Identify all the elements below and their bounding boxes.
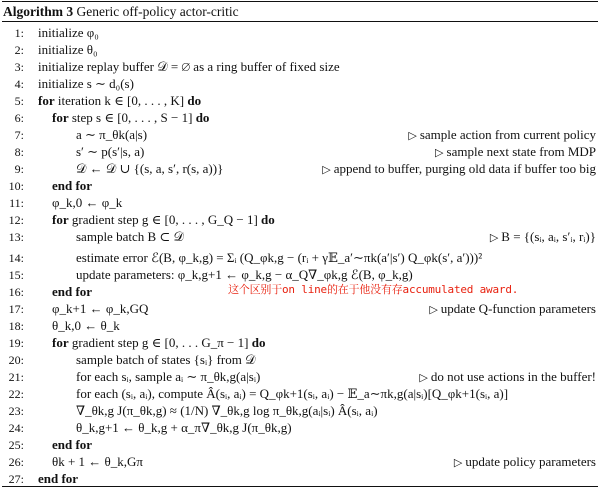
comment-triangle-icon: ▷ <box>435 147 444 159</box>
line-number: 25: <box>8 438 24 452</box>
comment-triangle-icon: ▷ <box>453 457 463 469</box>
algorithm-line <box>2 76 598 93</box>
algorithm-line <box>2 195 598 212</box>
keyword: for <box>52 212 69 227</box>
comment-triangle-icon: ▷ <box>419 372 428 384</box>
line-body <box>76 420 292 437</box>
line-number: 1: <box>14 26 24 40</box>
keyword: for <box>52 110 69 125</box>
comment-text: update policy parameters <box>465 454 596 469</box>
line-comment <box>490 229 596 247</box>
line-body <box>52 284 92 301</box>
line-number: 2: <box>14 43 24 57</box>
line-text: sample batch B ⊂ 𝒟 <box>76 229 184 244</box>
line-text: s′ ∼ p(s′|s, a) <box>76 144 145 159</box>
line-text: φ_k+1 ← φ_k,GQ <box>52 301 149 316</box>
comment-text: update Q-function parameters <box>440 301 596 316</box>
line-text: a ∼ π_θk(a|s) <box>76 127 148 142</box>
algorithm-line <box>2 144 598 161</box>
algorithm-line <box>2 454 598 471</box>
algorithm-line <box>2 127 598 144</box>
comment-triangle-icon: ▷ <box>429 304 438 316</box>
line-number: 23: <box>8 404 24 418</box>
line-body <box>52 178 92 195</box>
keyword: end for <box>52 437 93 452</box>
line-body <box>38 93 201 110</box>
line-comment <box>419 369 596 387</box>
algorithm-line <box>2 229 598 246</box>
algorithm-line <box>2 42 598 59</box>
line-text: initialize φ₀ <box>38 25 99 40</box>
bottom-rule <box>2 486 598 487</box>
line-text: step s ∈ [0, . . . , S − 1] <box>68 110 196 125</box>
line-number: 19: <box>8 336 24 350</box>
line-body <box>52 195 122 212</box>
title-rule <box>2 21 598 22</box>
line-text: φ_k,0 ← φ_k <box>52 195 123 210</box>
line-number: 11: <box>9 196 24 210</box>
line-text: sample batch of states {sᵢ} from 𝒟 <box>76 352 256 367</box>
line-text: gradient step g ∈ [0, . . . , G_Q − 1] <box>68 212 262 227</box>
line-text: for each sᵢ, sample aᵢ ∼ π_θk,g(a|sᵢ) <box>76 369 261 384</box>
line-body <box>76 386 508 403</box>
line-body <box>76 229 184 246</box>
line-number: 10: <box>8 179 24 193</box>
line-number: 20: <box>8 353 24 367</box>
line-body <box>76 403 378 420</box>
algorithm-line <box>2 420 598 437</box>
line-comment <box>435 144 596 162</box>
line-body <box>76 352 256 369</box>
algorithm-line <box>2 301 598 318</box>
line-body <box>52 301 148 318</box>
line-comment <box>322 161 596 179</box>
line-body <box>52 212 275 229</box>
line-text: initialize θ₀ <box>38 42 98 57</box>
algorithm-label: Algorithm 3 <box>3 4 74 19</box>
line-text: θ_k,g+1 ← θ_k,g + α_π∇_θk,g J(π_θk,g) <box>76 420 292 435</box>
keyword: end for <box>52 284 93 299</box>
line-text: θ_k,0 ← θ_k <box>52 318 120 333</box>
line-text: ∇_θk,g J(π_θk,g) ≈ (1/N) ∇_θk,g log π_θk,g(aᵢ|sᵢ) Â(sᵢ, aᵢ) <box>76 403 378 418</box>
comment-triangle-icon: ▷ <box>408 130 417 142</box>
line-text: gradient step g ∈ [0, . . . G_π − 1] <box>68 335 252 350</box>
algorithm-line <box>2 178 598 195</box>
line-number: 15: <box>8 268 24 282</box>
line-number: 21: <box>8 370 24 384</box>
line-body <box>38 42 98 59</box>
line-number: 9: <box>14 162 24 176</box>
line-body <box>38 59 340 76</box>
line-body <box>76 161 223 178</box>
keyword: do <box>195 110 210 125</box>
line-number: 16: <box>8 285 24 299</box>
line-body <box>38 76 134 93</box>
line-number: 4: <box>14 77 24 91</box>
line-number: 5: <box>14 94 24 108</box>
keyword: for <box>38 93 55 108</box>
line-body <box>52 110 209 127</box>
algorithm-line <box>2 318 598 335</box>
comment-text: sample next state from MDP <box>446 144 596 159</box>
line-body <box>76 127 147 144</box>
algorithm-line <box>2 335 598 352</box>
comment-triangle-icon: ▷ <box>322 164 331 176</box>
algorithm-line <box>2 369 598 386</box>
line-number: 8: <box>14 145 24 159</box>
line-body <box>52 335 265 352</box>
algorithm-line <box>2 93 598 110</box>
line-comment <box>429 301 596 319</box>
line-number: 6: <box>14 111 24 125</box>
keyword: end for <box>52 178 93 193</box>
algorithm-name: Generic off-policy actor-critic <box>76 4 239 19</box>
algorithm-line <box>2 386 598 403</box>
line-number: 18: <box>8 319 24 333</box>
line-number: 13: <box>8 230 24 244</box>
comment-text: do not use actions in the buffer! <box>430 369 596 384</box>
line-text: initialize s ∼ d₀(s) <box>38 76 134 91</box>
line-number: 22: <box>8 387 24 401</box>
line-body <box>76 250 482 267</box>
handwritten-annotation: 这个区别于on line的在于他没有存accumulated award. <box>228 283 519 296</box>
line-comment <box>454 454 596 472</box>
line-number: 26: <box>8 455 24 469</box>
line-number: 14: <box>8 251 24 265</box>
line-text: update parameters: φ_k,g+1 ← φ_k,g − α_Q∇_φk,g ℰ(B, φ_k,g) <box>76 267 413 282</box>
line-number: 12: <box>8 213 24 227</box>
line-body <box>76 369 260 386</box>
algorithm-line <box>2 250 598 267</box>
algorithm-line <box>2 59 598 76</box>
keyword: for <box>52 335 69 350</box>
keyword: do <box>261 212 275 227</box>
line-number: 7: <box>14 128 24 142</box>
line-body <box>52 437 92 454</box>
line-text: for each (sᵢ, aᵢ), compute Â(sᵢ, aᵢ) = Q_φk+1(sᵢ, aᵢ) − 𝔼_a∼πk,g(a|sᵢ)[Q_φk+1(sᵢ, a)] <box>76 386 509 401</box>
line-number: 17: <box>8 302 24 316</box>
line-text: initialize replay buffer 𝒟 = ∅ as a ring buffer of fixed size <box>38 59 340 74</box>
algorithm-line <box>2 212 598 229</box>
line-text: iteration k ∈ [0, . . . , K] <box>54 93 188 108</box>
top-rule <box>2 1 598 2</box>
line-number: 27: <box>8 472 24 486</box>
line-body <box>38 25 99 42</box>
comment-text: append to buffer, purging old data if buffer too big <box>333 161 596 176</box>
algorithm-line <box>2 161 598 178</box>
comment-triangle-icon: ▷ <box>489 232 499 244</box>
algorithm-line <box>2 110 598 127</box>
comment-text: sample action from current policy <box>419 127 596 142</box>
keyword: do <box>251 335 266 350</box>
line-number: 3: <box>14 60 24 74</box>
line-body <box>52 318 120 335</box>
keyword: end for <box>38 471 79 486</box>
keyword: do <box>187 93 202 108</box>
line-body <box>52 454 143 471</box>
line-text: estimate error ℰ(B, φ_k,g) = Σᵢ (Q_φk,g − (rᵢ + γ𝔼_a′∼πk(a′|s′) Q_φk(s′, a′)))² <box>76 250 483 265</box>
line-text: θk + 1 ← θ_k,Gπ <box>52 454 143 469</box>
line-comment <box>408 127 596 145</box>
algorithm-line <box>2 352 598 369</box>
line-body <box>76 144 144 161</box>
line-text: 𝒟 ← 𝒟 ∪ {(s, a, s′, r(s, a))} <box>76 161 224 176</box>
line-number: 24: <box>8 421 24 435</box>
algorithm-title <box>3 3 239 20</box>
comment-text: B = {(sᵢ, aᵢ, s′ᵢ, rᵢ)} <box>501 229 596 244</box>
algorithm-line <box>2 403 598 420</box>
algorithm-line <box>2 437 598 454</box>
algorithm-line <box>2 25 598 42</box>
